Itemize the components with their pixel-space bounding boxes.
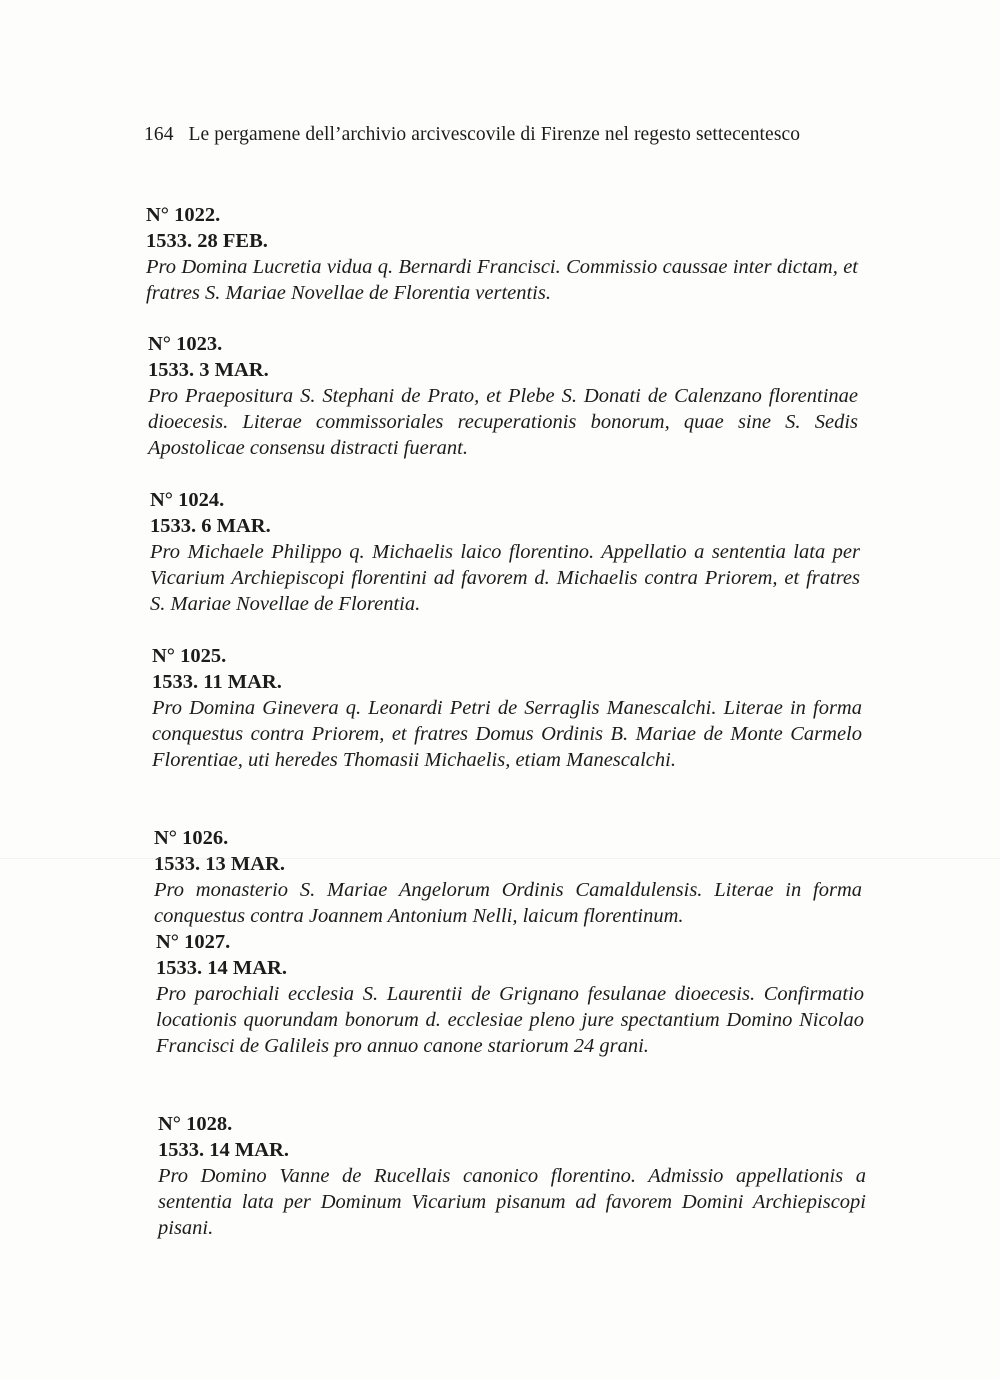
entry-1028 xyxy=(158,1111,866,1241)
entry-number: N° 1024. xyxy=(150,489,225,511)
page-number: 164 xyxy=(144,124,174,145)
entry-number: N° 1028. xyxy=(158,1113,233,1135)
running-header xyxy=(144,124,864,146)
entry-number: N° 1022. xyxy=(146,204,221,226)
entry-date: 1533. 11 MAR. xyxy=(152,671,282,693)
entry-number: N° 1023. xyxy=(148,333,223,355)
entry-number: N° 1026. xyxy=(154,827,229,849)
entry-date: 1533. 13 MAR. xyxy=(154,853,285,875)
entry-1024 xyxy=(150,487,860,617)
entry-summary: Pro Michaele Philippo q. Michaelis laico florentino. Appellatio a sententia lata per Vicarium Archiepiscopi florentini ad favorem d. Michaelis contra Priorem, et fratres S. Mariae Novellae de Florentia. xyxy=(150,541,860,615)
entry-summary: Pro Domino Vanne de Rucellais canonico florentino. Admissio appellationis a sententia lata per Dominum Vicarium pisanum ad favorem Domini Archiepiscopi pisani. xyxy=(158,1165,866,1239)
entry-summary: Pro Domina Lucretia vidua q. Bernardi Francisci. Commissio caussae inter dictam, et fratres S. Mariae Novellae de Florentia vertentis. xyxy=(146,256,858,304)
entry-date: 1533. 3 MAR. xyxy=(148,359,269,381)
entry-date: 1533. 14 MAR. xyxy=(158,1139,289,1161)
entry-date: 1533. 14 MAR. xyxy=(156,957,287,979)
entry-summary: Pro Domina Ginevera q. Leonardi Petri de Serraglis Manescalchi. Literae in forma conquestus contra Priorem, et fratres Domus Ordinis B. Mariae de Monte Carmelo Florentiae, uti heredes Thomasii Michaelis, etiam Manescalchi. xyxy=(152,697,862,771)
entry-date: 1533. 6 MAR. xyxy=(150,515,271,537)
entry-number: N° 1027. xyxy=(156,931,231,953)
entry-date: 1533. 28 FEB. xyxy=(146,230,268,252)
book-title: Le pergamene dell’archivio arcivescovile di Firenze nel regesto settecentesco xyxy=(188,124,801,145)
entry-summary: Pro parochiali ecclesia S. Laurentii de Grignano fesulanae dioecesis. Confirmatio locationis quorundam bonorum d. ecclesiae pleno jure spectantium Domino Nicolao Francisci de Galileis pro annuo canone stariorum 24 grani. xyxy=(156,983,864,1057)
scan-artifact-line xyxy=(0,858,1000,859)
entry-1025 xyxy=(152,643,862,773)
entry-1022 xyxy=(146,202,858,306)
entry-summary: Pro Praepositura S. Stephani de Prato, et Plebe S. Donati de Calenzano florentinae dioecesis. Literae commissoriales recuperationis bonorum, quae sine S. Sedis Apostolicae consensu distracti fuerant. xyxy=(148,385,858,459)
entry-summary: Pro monasterio S. Mariae Angelorum Ordinis Camaldulensis. Literae in forma conquestus contra Joannem Antonium Nelli, laicum florentinum. xyxy=(154,879,862,927)
entry-number: N° 1025. xyxy=(152,645,227,667)
entry-1027 xyxy=(156,929,864,1059)
entry-1026 xyxy=(154,825,862,929)
entry-1023 xyxy=(148,331,858,461)
